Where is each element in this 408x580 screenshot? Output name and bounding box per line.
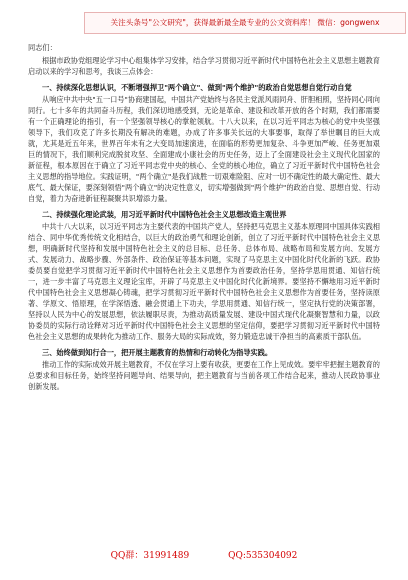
qq-label: QQ:535304092 bbox=[228, 551, 298, 561]
section-2-paragraph: 中共十八大以来，以习近平同志为主要代表的中国共产党人，坚持把马克思主义基本原理同中国具体实践相结合、同中华优秀传统文化相结合，以巨大的政治勇气和理论创新，创立了习近平新时代中国特色社会主义思想，明确新时代坚持和发展中国特色社会主义的总目标、总任务、总体布局、战略布局和发展方向、发展方式、发展动力、战略步骤、外部条件、政治保证等基本问题，实现了马克思主义中国化时代化新的飞跃。政协委员要自觉把学习贯彻习近平新时代中国特色社会主义思想作为首要政治任务，坚持学思用贯通、知信行统一，进一步丰富了马克思主义理论宝库，开辟了马克思主义中国化时代化新境界。要坚持不懈地用习近平新时代中国特色社会主义思想凝心铸魂，把学习贯彻习近平新时代中国特色社会主义思想作为首要任务，坚持读原著、学原文、悟原理，在学深悟透、融会贯通上下功夫，学思用贯通、知信行统一，坚定执行党的决策部署，坚持以人民为中心的发展思想，依法履职尽责，为推动高质量发展、建设中国式现代化凝聚智慧和力量，以政协委员的实际行动诠释对习近平新时代中国特色社会主义思想的坚定信仰，要把学习贯彻习近平新时代中国特色社会主义思想的成果转化为推动工作、服务大局的实际成效，努力锻造忠诚干净担当的高素质干部队伍。 bbox=[28, 222, 380, 341]
intro-paragraph: 根据市政协党组理论学习中心组集体学习安排，结合学习贯彻习近平新时代中国特色社会主义思想主题教育启动以来的学习和思考，我谈三点体会： bbox=[28, 56, 380, 76]
header-banner: 关注头条号"公文研究"，获得最新最全最专业的公文资料库！ 微信：gongwenx bbox=[84, 12, 406, 34]
footer-contact bbox=[0, 548, 408, 562]
qq-group-label: QQ群：31991489 bbox=[110, 551, 190, 561]
section-title-1: 一、持续深化思想认识，不断增强捍卫"两个确立"、做到"两个维护"的政治自觉思想自觉行动自觉 bbox=[42, 83, 352, 92]
greeting: 同志们： bbox=[28, 43, 57, 52]
section-title-3: 三、始终做到知行合一，把开展主题教育的热情和行动转化为指导实践。 bbox=[42, 348, 273, 357]
section-1-paragraph: 从响应中共中央"五一口号"协商建国起，中国共产党始终与各民主党派风雨同舟、肝胆相照，坚持同心同向同行。七十多年的共同奋斗历程，我们深切地感受到，无论是革命、建设和改革开放的各个时期，我们都需要有一个正确理论的指引，有一个坚强领导核心的掌舵领航。十八大以来，在以习近平同志为核心的党中央坚强领导下，我们攻克了许多长期没有解决的难题，办成了许多事关长远的大事要事，取得了举世瞩目的巨大成就，尤其是近五年来，世界百年未有之大变局加速演进，在面临的形势更加复杂、斗争更加严峻、任务更加艰巨的情况下，我们顺利完成脱贫攻坚、全面建成小康社会的历史任务，迈上了全面建设社会主义现代化国家的新征程，根本原因在于确立了习近平同志党中央的核心、全党的核心地位，确立了习近平新时代中国特色社会主义思想的指导地位。实践证明，"两个确立"是我们战胜一切艰难险阻、应对一切不确定性的最大确定性、最大底气、最大保证，要深刻领悟"两个确立"的决定性意义，切实增强做到"两个维护"的政治自觉、思想自觉、行动自觉，着力为奋进新征程凝聚共识增添力量。 bbox=[28, 95, 380, 203]
section-title-2: 二、持续强化理论武装，用习近平新时代中国特色社会主义思想改造主观世界 bbox=[42, 210, 287, 219]
section-3-paragraph: 推动工作的实际成效开展主题教育，不仅在学习上要有收获，更要在工作上见成效。要牢牢把握主题教育的总要求和目标任务，始终坚持问题导向、结果导向，把主题教育与当前各项工作结合起来，推动人民政协事业创新发展。 bbox=[28, 360, 380, 391]
document-body bbox=[28, 42, 380, 392]
